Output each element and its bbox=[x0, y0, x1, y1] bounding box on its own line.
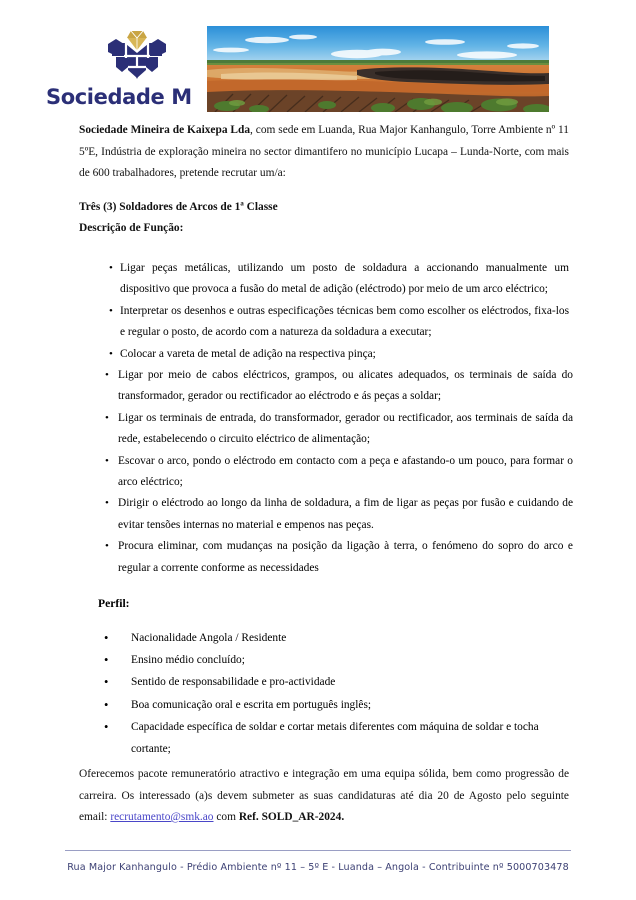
duty-text: Escovar o arco, pondo o eléctrodo em contacto com a peça e afastando-o um pouco, para formar o arco eléctrico; bbox=[118, 454, 573, 489]
intro-paragraph bbox=[79, 120, 569, 185]
list-item bbox=[109, 344, 569, 365]
duty-text: Ligar por meio de cabos eléctricos, grampos, ou alicates adequados, os terminais de saída do transformador, gerador ou rectificador ao eléctrodo e ás peças a soldar; bbox=[118, 369, 573, 403]
list-item bbox=[104, 694, 568, 716]
closing-middle: com bbox=[213, 811, 239, 823]
list-item bbox=[105, 536, 573, 579]
list-item bbox=[104, 627, 568, 649]
mining-site-panorama-photo bbox=[207, 26, 549, 112]
email-link[interactable]: recrutamento@smk.ao bbox=[110, 811, 214, 823]
closing-paragraph bbox=[79, 764, 569, 829]
duty-text: Ligar os terminais de entrada, do transformador, gerador ou rectificador, aos terminais de saída da rede, estabelecendo o circuito eléctrico de alimentação; bbox=[118, 411, 573, 446]
document-header bbox=[0, 0, 636, 118]
footer-divider bbox=[65, 850, 571, 851]
duties-list bbox=[0, 258, 636, 579]
bullet-icon: • bbox=[104, 675, 109, 690]
list-item bbox=[105, 451, 573, 494]
closing-text: Oferecemos pacote remuneratório atractivo e integração em uma equipa sólida, bem como progressão de carreira. Os interessado (a)s devem submeter as suas candidaturas até dia 20 de Agosto pelo seguinte email: bbox=[79, 768, 569, 823]
document-footer bbox=[0, 840, 636, 900]
duty-text: Dirigir o eléctrodo ao longo da linha de soldadura, a fim de ligar as peças por fusão e cuidando de evitar tensões internas no material e empenos nas peças. bbox=[118, 497, 573, 531]
list-item bbox=[109, 301, 569, 344]
list-item bbox=[104, 649, 568, 671]
job-reference: Ref. SOLD_AR-2024. bbox=[238, 811, 345, 823]
company-name: Sociedade Mineira de Kaixepa Lda bbox=[79, 124, 251, 136]
company-logo bbox=[46, 26, 214, 112]
bullet-icon: • bbox=[104, 697, 109, 712]
bullet-icon: • bbox=[105, 497, 109, 510]
logo-wordmark: Sociedade M bbox=[46, 86, 192, 108]
list-item bbox=[109, 258, 569, 301]
bullet-icon: • bbox=[105, 369, 109, 382]
bullet-icon: • bbox=[105, 411, 109, 424]
duty-text: Procura eliminar, com mudanças na posição da ligação à terra, o fenómeno do sopro do arco e regular a corrente conforme as necessidades bbox=[118, 540, 573, 574]
profile-text: Sentido de responsabilidade e pro-actividade bbox=[131, 676, 336, 689]
bullet-icon: • bbox=[104, 719, 109, 734]
bullet-icon: • bbox=[104, 631, 109, 645]
list-item bbox=[105, 408, 573, 451]
bullet-icon: • bbox=[104, 653, 109, 668]
footer-address: Rua Major Kanhangulo - Prédio Ambiente nº 11 – 5º E - Luanda – Angola - Contribuinte nº 5000703478 bbox=[67, 862, 569, 873]
profile-text: Nacionalidade Angola / Residente bbox=[131, 632, 287, 644]
duty-text: Ligar peças metálicas, utilizando um posto de soldadura a accionando manualmente um dispositivo que provoca a fusão do metal de adição (eléctrodo) por meio de um arco eléctrico; bbox=[120, 262, 569, 296]
role-title: Três (3) Soldadores de Arcos de 1ª Classe bbox=[79, 201, 278, 213]
list-item bbox=[104, 716, 568, 760]
profile-text: Capacidade específica de soldar e cortar metais diferentes com máquina de soldar e tocha cortante; bbox=[131, 720, 539, 756]
duty-text: Colocar a vareta de metal de adição na respectiva pinça; bbox=[120, 347, 376, 360]
bullet-icon: • bbox=[109, 347, 113, 360]
list-item bbox=[105, 493, 573, 536]
bullet-icon: • bbox=[109, 262, 113, 274]
bullet-icon: • bbox=[109, 304, 113, 317]
bullet-icon: • bbox=[105, 540, 109, 553]
profile-label: Perfil: bbox=[98, 597, 130, 610]
intro-rest: , com sede em Luanda, Rua Major Kanhangulo, Torre Ambiente nº 11 5ºE, Indústria de exploração mineira no sector dimantifero no município Lucapa – Lunda-Norte, com mais de 600 trabalhadores, pretende recrutar um/a: bbox=[79, 124, 569, 179]
list-item bbox=[104, 671, 568, 693]
diamond-cross-logo-icon bbox=[98, 26, 176, 84]
duty-text: Interpretar os desenhos e outras especificações técnicas bem como escolher os eléctrodos, fixa-los e regular o posto, de acordo com a natureza da soldadura a executar; bbox=[120, 304, 569, 339]
profile-list bbox=[0, 627, 636, 760]
profile-text: Ensino médio concluído; bbox=[131, 654, 245, 667]
description-label: Descrição de Função: bbox=[79, 222, 184, 234]
list-item bbox=[105, 365, 573, 408]
bullet-icon: • bbox=[105, 454, 109, 467]
profile-text: Boa comunicação oral e escrita em português inglês; bbox=[131, 698, 372, 711]
